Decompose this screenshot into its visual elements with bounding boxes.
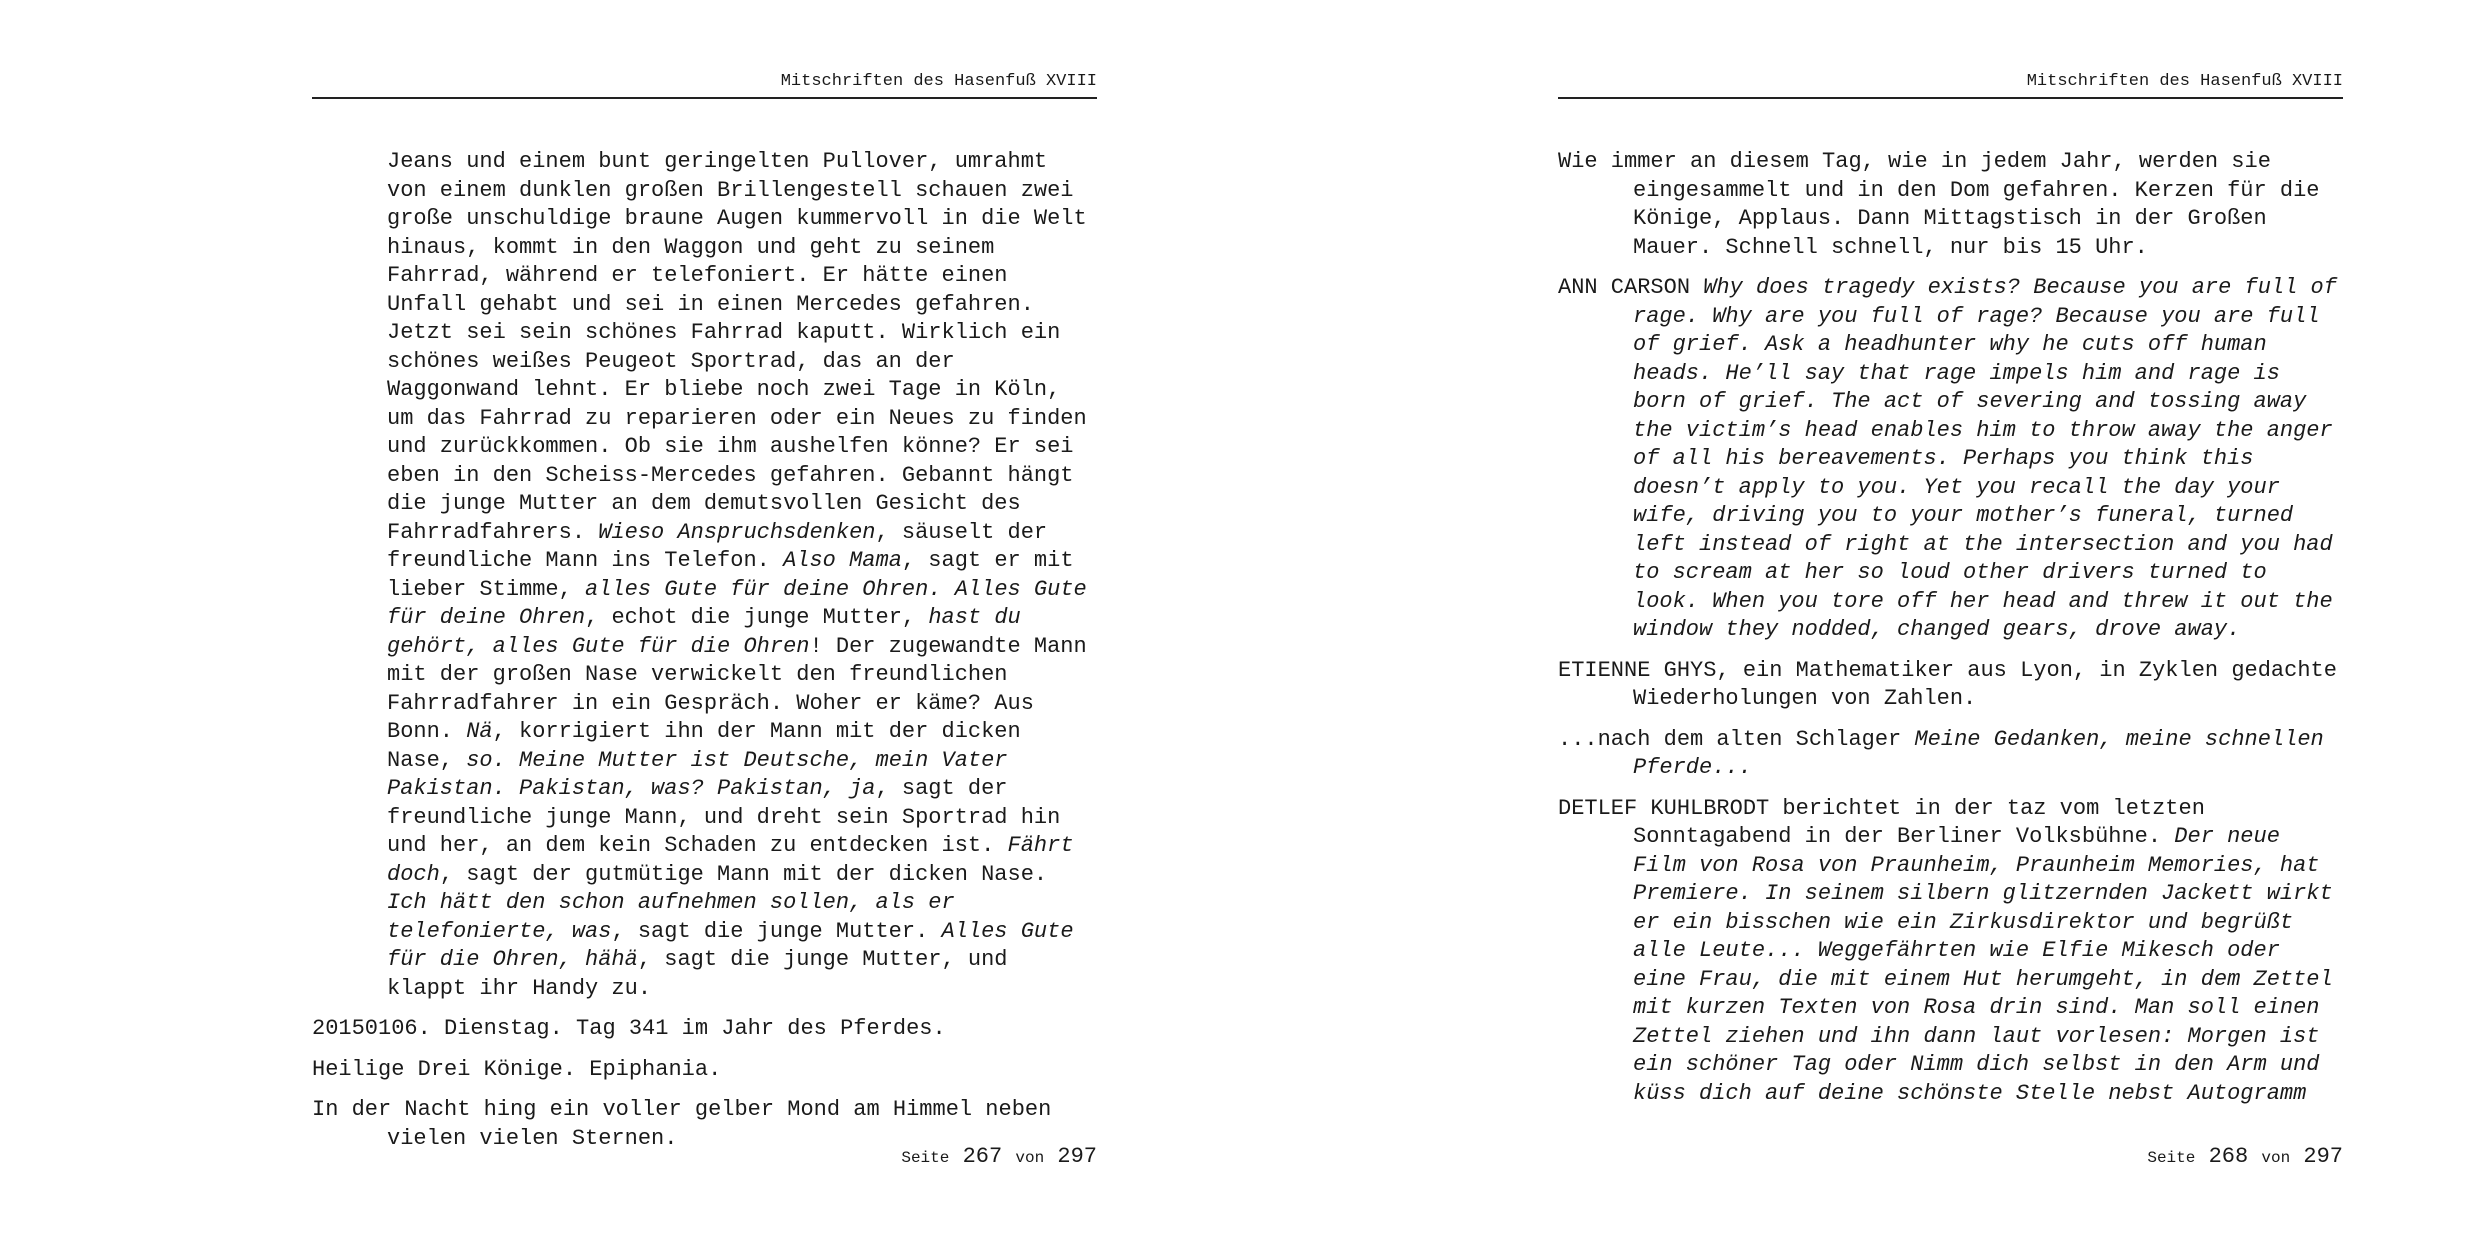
quote-run: hast du gehört, alles Gute für die Ohren: [387, 605, 1021, 659]
entry-ghys: [1558, 657, 2343, 714]
author-name: ETIENNE GHYS: [1558, 657, 1717, 683]
page-number: 268: [2208, 1144, 2249, 1169]
text-run: , echot die junge Mutter,: [585, 605, 929, 630]
quote-run: so. Meine Mutter ist Deutsche, mein Vater Pakistan. Pakistan, was? Pakistan, ja: [387, 747, 1008, 801]
page-total: 297: [1057, 1144, 1097, 1169]
footer-label: Seite: [901, 1149, 950, 1167]
quote-run: Nä: [466, 719, 493, 744]
page-body: [1558, 148, 2343, 1120]
text-run: , sagt die junge Mutter, und klappt ihr Handy zu.: [387, 947, 1008, 1001]
quote-run: Meine Gedanken, meine schnellen Pferde...: [1633, 726, 2324, 780]
text-run: ...nach dem alten Schlager: [1558, 726, 1915, 752]
text-run: , sagt er mit lieber Stimme,: [387, 548, 1074, 602]
footer-label: von: [2261, 1149, 2291, 1167]
text-run: , sagt die junge Mutter.: [611, 918, 942, 944]
entry-kuhlbrodt: [1558, 795, 2343, 1109]
entry-schlager: [1558, 726, 2343, 783]
paragraph: Heilige Drei Könige. Epiphania.: [312, 1056, 722, 1082]
left-page: [312, 0, 1097, 1240]
text-run: Jeans und einem bunt geringelten Pullover, umrahmt von einem dunklen großen Brillengestell schauen zwei große unschuldige braune Augen kummervoll in die Welt hinaus, kommt in den Waggon und geht zu seinem Fahrrad, während er telefoniert. Er hätte einen Unfall gehabt und sei in einen Mercedes gefahren. Jetzt sei sein schönes Fahrrad kaputt. Wirklich ein schönes weißes Peugeot Sportrad, das an der Waggonwand lehnt. Er bliebe noch zwei Tage in Köln, um das Fahrrad zu reparieren oder ein Neues zu finden und zurückkommen. Ob sie ihm aushelfen könne? Er sei eben in den Scheiss-Mercedes gefahren. Gebannt hängt die junge Mutter an dem demutsvollen Gesicht des Fahrradfahrers.: [387, 149, 1087, 545]
date-entry: 20150106. Dienstag. Tag 341 im Jahr des Pferdes.: [312, 1016, 946, 1041]
text-run: , korrigiert ihn der Mann mit der dicken Nase,: [387, 719, 1021, 773]
quote-run: Fährt doch: [387, 833, 1074, 887]
author-name: ANN CARSON: [1558, 275, 1691, 300]
page-total: 297: [2303, 1144, 2343, 1169]
quote-run: Ich hätt den schon aufnehmen sollen, als er telefonierte, was: [387, 890, 955, 944]
footer-label: Seite: [2147, 1149, 2196, 1167]
paragraph: Wie immer an diesem Tag, wie in jedem Jahr, werden sie eingesammelt und in den Dom gefahren. Kerzen für die Könige, Applaus. Dann Mittagstisch in der Großen Mauer. Schnell schnell, nur bis 15 Uhr.: [1558, 149, 2320, 260]
quote-run: Also Mama: [783, 548, 902, 573]
page-number-footer: [901, 1143, 1097, 1172]
text-run: ! Der zugewandte Mann mit der großen Nase verwickelt den freundlichen Fahrradfahrer in ein Gespräch. Woher er käme? Aus Bonn.: [387, 633, 1087, 744]
page-number: 267: [962, 1144, 1003, 1169]
quote-entry-carson: [1558, 274, 2343, 645]
page-number-footer: [2147, 1143, 2343, 1172]
text-run: , sagt der freundliche junge Mann, und dreht sein Sportrad hin und her, an dem kein Schaden zu entdecken ist.: [387, 776, 1061, 858]
quote-run: Wieso Anspruchsdenken: [598, 519, 876, 545]
text-run: berichtet in der taz vom letzten Sonntagabend in der Berliner Volksbühne.: [1633, 795, 2205, 849]
text-run: , säuselt der freundliche Mann ins Telefon.: [387, 519, 1048, 573]
quote-run: alles Gute für deine Ohren. Alles Gute für deine Ohren: [387, 576, 1087, 630]
author-name: DETLEF KUHLBRODT: [1558, 795, 1770, 821]
paragraph-continuation: [312, 148, 1097, 1003]
footer-label: von: [1015, 1149, 1045, 1167]
running-header: Mitschriften des Hasenfuß XVIII: [1558, 72, 2343, 99]
page-body: [312, 148, 1097, 1165]
text-run: , sagt der gutmütige Mann mit der dicken Nase.: [439, 861, 1048, 887]
text-run: , ein Mathematiker aus Lyon, in Zyklen gedachte Wiederholungen von Zahlen.: [1633, 657, 2337, 711]
quote-run: Why does tragedy exists? Because you are full of rage. Why are you full of rage? Because you are full of grief. Ask a headhunter why he cuts off human heads. He’ll say that rage impels him and rage is born of grief. The act of severing and tossing away the victim’s head enables him to throw away the anger of all his bereavements. Perhaps you think this doesn’t apply to you. Yet you recall the day your wife, driving you to your mother’s funeral, turned left instead of right at the intersection and you had to scream at her so loud other drivers turned to look. When you tore off her head and threw it out the window they nodded, changed gears, drove away.: [1633, 275, 2337, 642]
running-header: Mitschriften des Hasenfuß XVIII: [312, 72, 1097, 99]
quote-run: Alles Gute für die Ohren, hähä: [387, 918, 1074, 972]
right-page: [1558, 0, 2343, 1240]
paragraph: In der Nacht hing ein voller gelber Mond am Himmel neben vielen vielen Sternen.: [312, 1097, 1052, 1151]
quote-run: Der neue Film von Rosa von Praunheim, Praunheim Memories, hat Premiere. In seinem silbern glitzernden Jackett wirkt er ein bisschen wie ein Zirkusdirektor und begrüßt alle Leute... Weggefährten wie Elfie Mikesch oder eine Frau, die mit einem Hut herumgeht, in dem Zettel mit kurzen Texten von Rosa drin sind. Man soll einen Zettel ziehen und ihn dann laut vorlesen: Morgen ist ein schöner Tag oder Nimm dich selbst in den Arm und küss dich auf deine schönste Stelle nebst Autogramm: [1633, 824, 2333, 1106]
